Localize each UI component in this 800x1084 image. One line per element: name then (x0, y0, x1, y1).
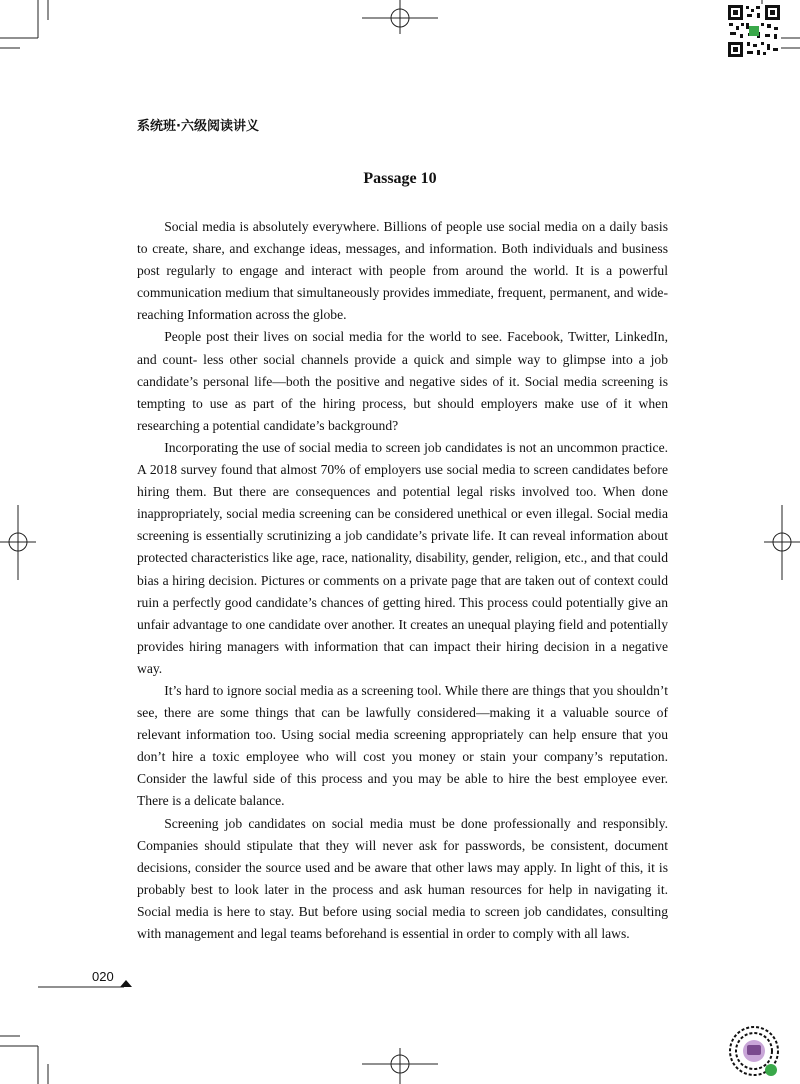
running-header: 系统班·六级阅读讲义 (137, 119, 259, 134)
passage-body (137, 216, 668, 945)
qr-code-icon (727, 4, 781, 58)
registration-mark-icon (0, 505, 36, 580)
crop-mark-icon (0, 0, 48, 48)
registration-mark-icon (764, 505, 800, 580)
mini-program-code-icon (727, 1024, 781, 1078)
paragraph-3: Incorporating the use of social media to screen job candidates is not an uncommon practice. A 2018 survey found that almost 70% of employers use social media to screen candidates before hiring them. But there are consequences and potential legal risks involved too. When done inappropriately, social media screening can be considered unethical or even illegal. Social media screening is essentially scrutinizing a job candidate’s private life. It can reveal information about protected characteristics like age, race, nationality, disability, gender, religion, etc., and that could bias a hiring decision. Pictures or comments on a private page that are taken out of context could ruin a perfectly good candidate’s chances of getting hired. This process could potentially give an unfair advantage to one candidate over another. It creates an unequal playing field and potentially provides hiring managers with information that can impact their hiring decision in a negative way. (137, 439, 668, 676)
paragraph-1: Social media is absolutely everywhere. Billions of people use social media on a daily basis to create, share, and exchange ideas, messages, and information. Both individuals and business post regularly to engage and interact with people from around the world. It is a powerful communication medium that simultaneously provides immediate, frequent, permanent, and wide-reaching Information across the globe. (137, 219, 668, 323)
passage-title: Passage 10 (363, 170, 437, 187)
registration-mark-icon (362, 0, 438, 34)
paragraph-4: It’s hard to ignore social media as a screening tool. While there are things that you shouldn’t see, there are some things that can be lawfully considered—making it a valuable source of relevant information too. Using social media screening appropriately can help ensure that you don’t hire a toxic employee who will cost you money or stain your company’s reputation. Consider the lawful side of this process and you may be able to hire the best employee ever. There is a delicate balance. (137, 682, 668, 809)
registration-mark-icon (362, 1048, 438, 1084)
footer-triangle-icon (120, 980, 132, 987)
paragraph-2: People post their lives on social media for the world to see. Facebook, Twitter, LinkedIn, and count- less other social channels provide a quick and simple way to glimpse into a job candidate’s personal life—both the positive and negative sides of it. Social media screening is tempting to use as part of the hiring process, but should employers make use of it when researching a potential candidate’s background? (137, 329, 668, 433)
crop-mark-icon (0, 1036, 48, 1084)
paragraph-5: Screening job candidates on social media must be done professionally and responsibly. Companies should stipulate that they will never ask for passwords, be consistent, document decisions, consider the source used and be aware that other laws may apply. In light of this, it is probably best to look later in the process and ask human resources for help in navigating it. Social media is here to stay. But before using social media to screen job candidates, consulting with management and legal teams beforehand is essential in order to comply with all laws. (137, 815, 668, 941)
page-number: 020 (92, 969, 114, 984)
